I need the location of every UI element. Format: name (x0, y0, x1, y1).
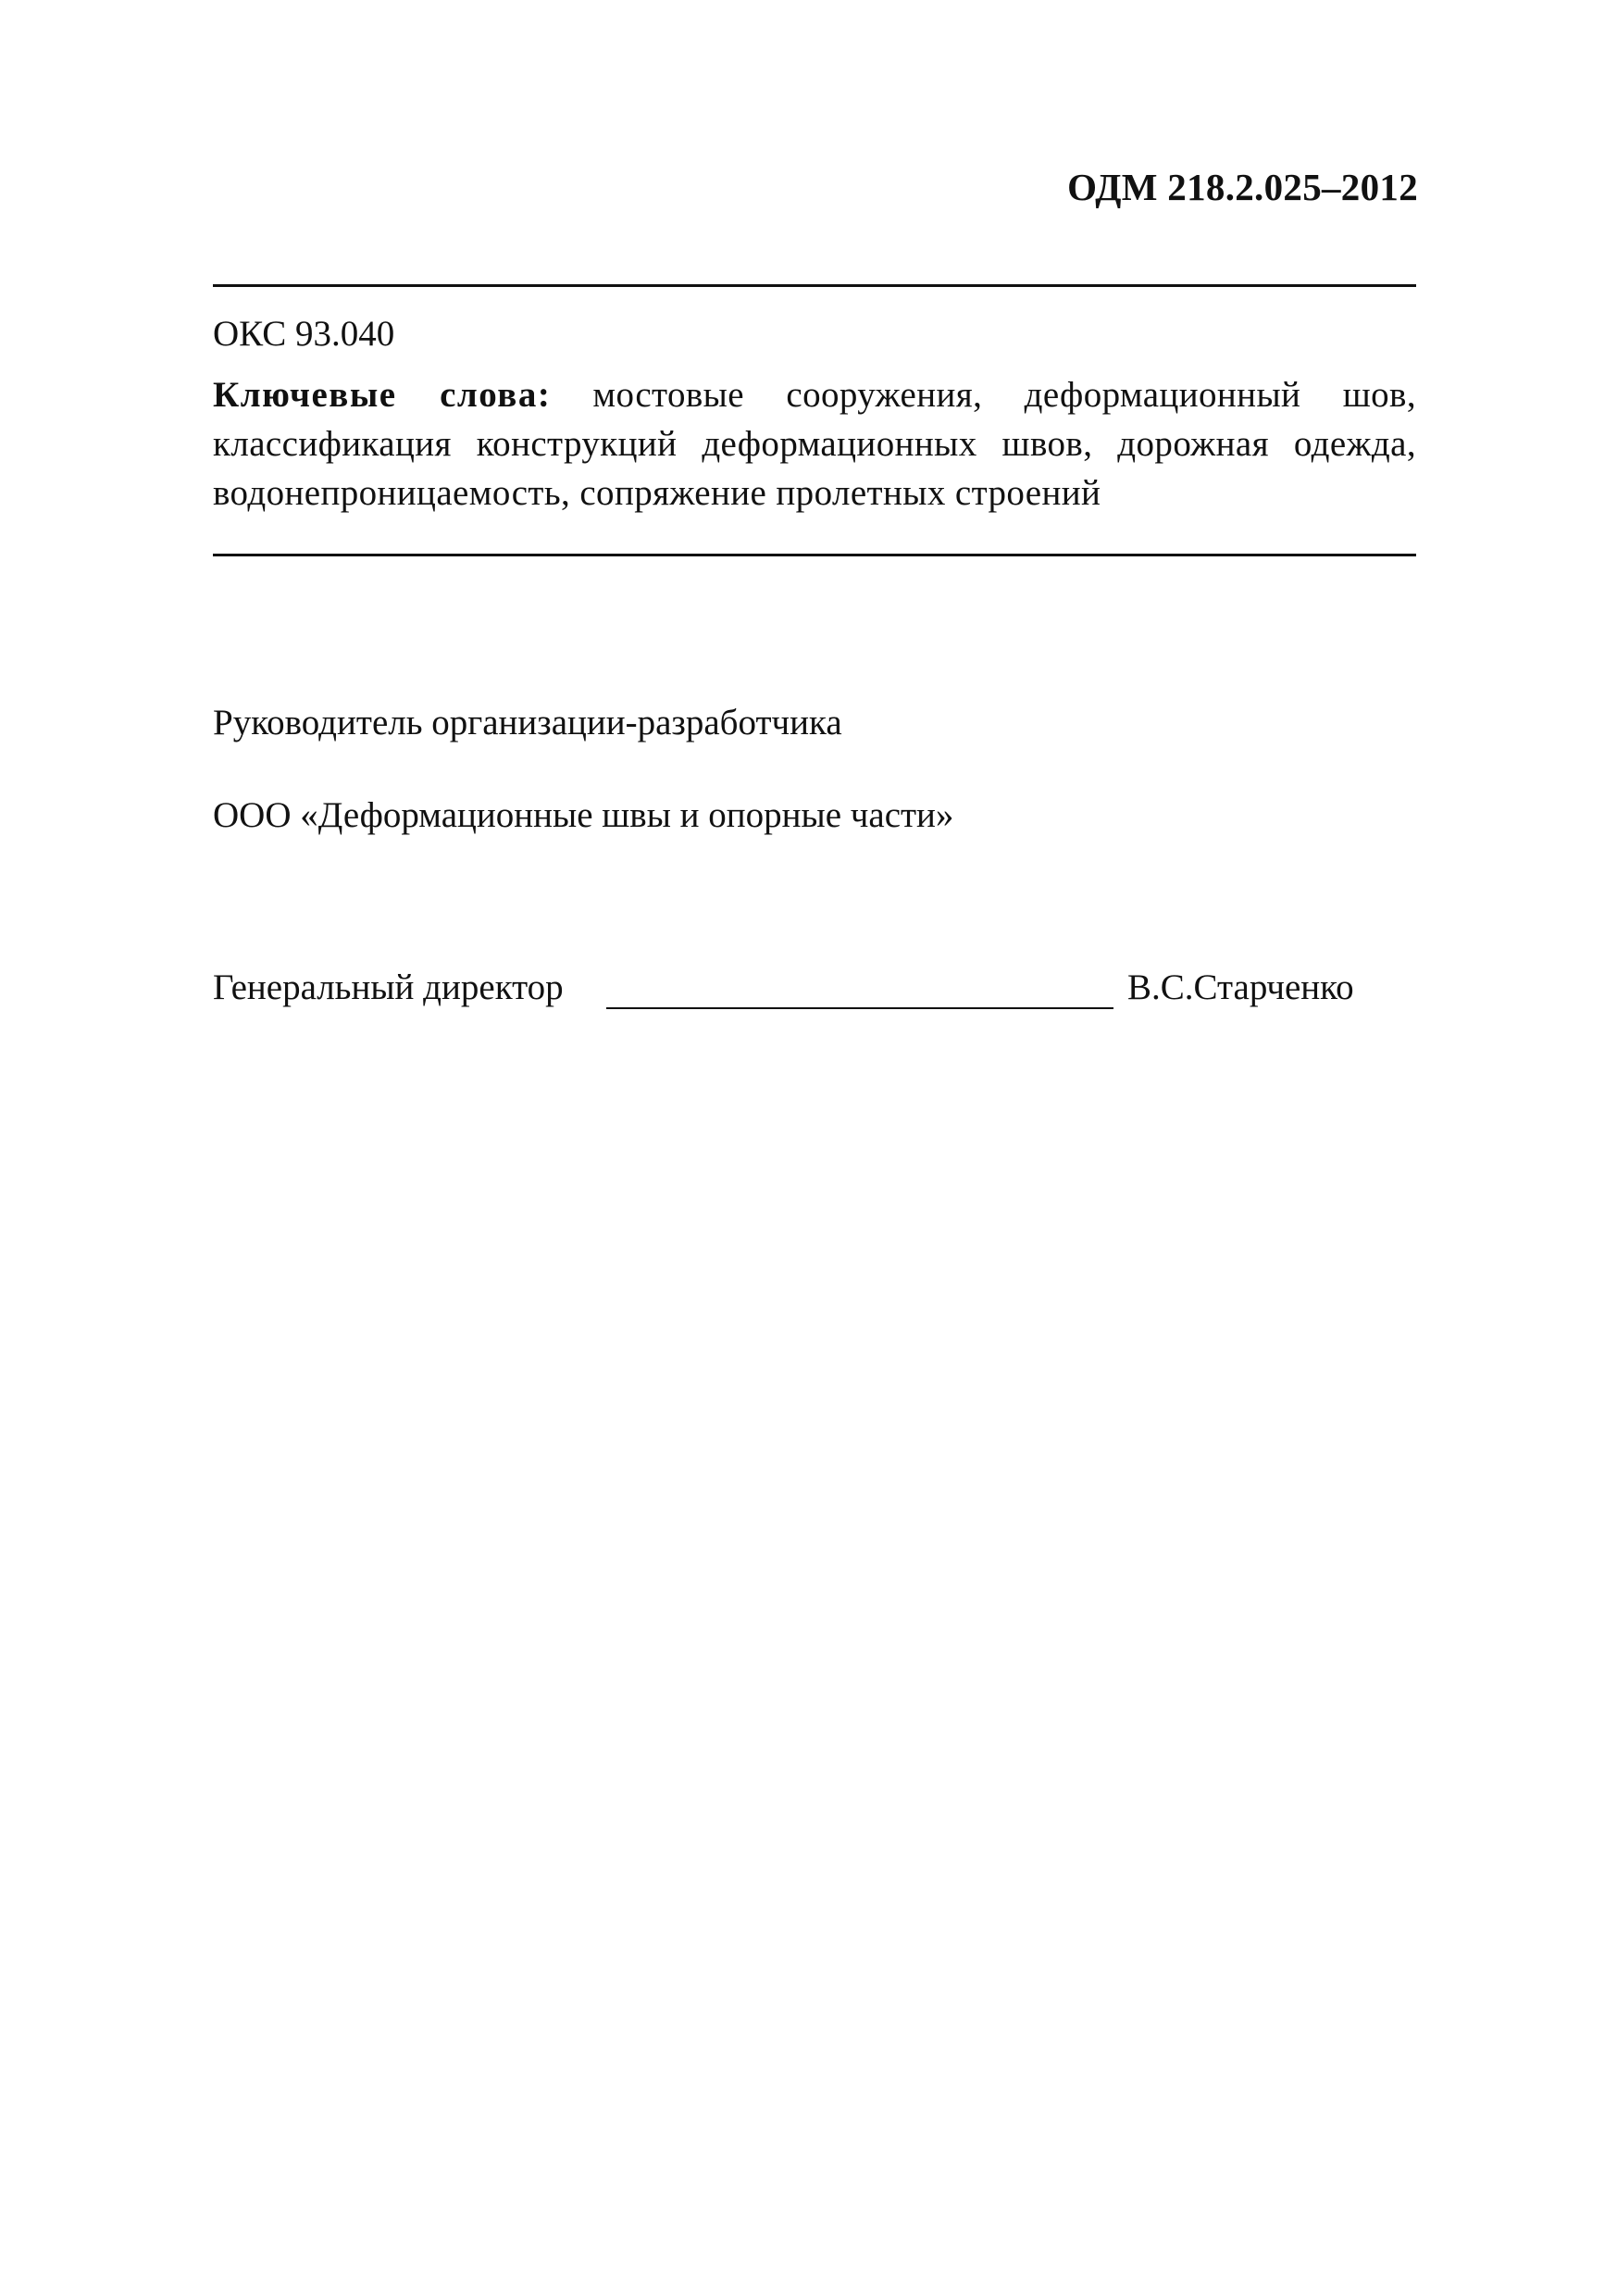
keywords-paragraph (213, 370, 1416, 518)
signature-line (606, 1007, 1113, 1009)
signatory-role: Генеральный директор (213, 967, 564, 1007)
developer-organization: ООО «Деформационные швы и опорные части» (213, 795, 954, 835)
keywords-label: Ключевые слова: (213, 375, 552, 415)
document-code: ОДМ 218.2.025–2012 (1067, 166, 1418, 208)
keywords-text: мостовые сооружения, деформационный шов, классификация конструкций деформационных швов, дорожная одежда, водонепроницаемость, сопряжение пролетных строений (213, 375, 1417, 513)
signature-row (213, 967, 1416, 1013)
oks-classification: ОКС 93.040 (213, 314, 395, 354)
signatory-name: В.С.Старченко (1127, 967, 1354, 1007)
developer-lead-title: Руководитель организации-разработчика (213, 703, 842, 742)
bottom-divider (213, 554, 1416, 556)
top-divider (213, 284, 1416, 287)
